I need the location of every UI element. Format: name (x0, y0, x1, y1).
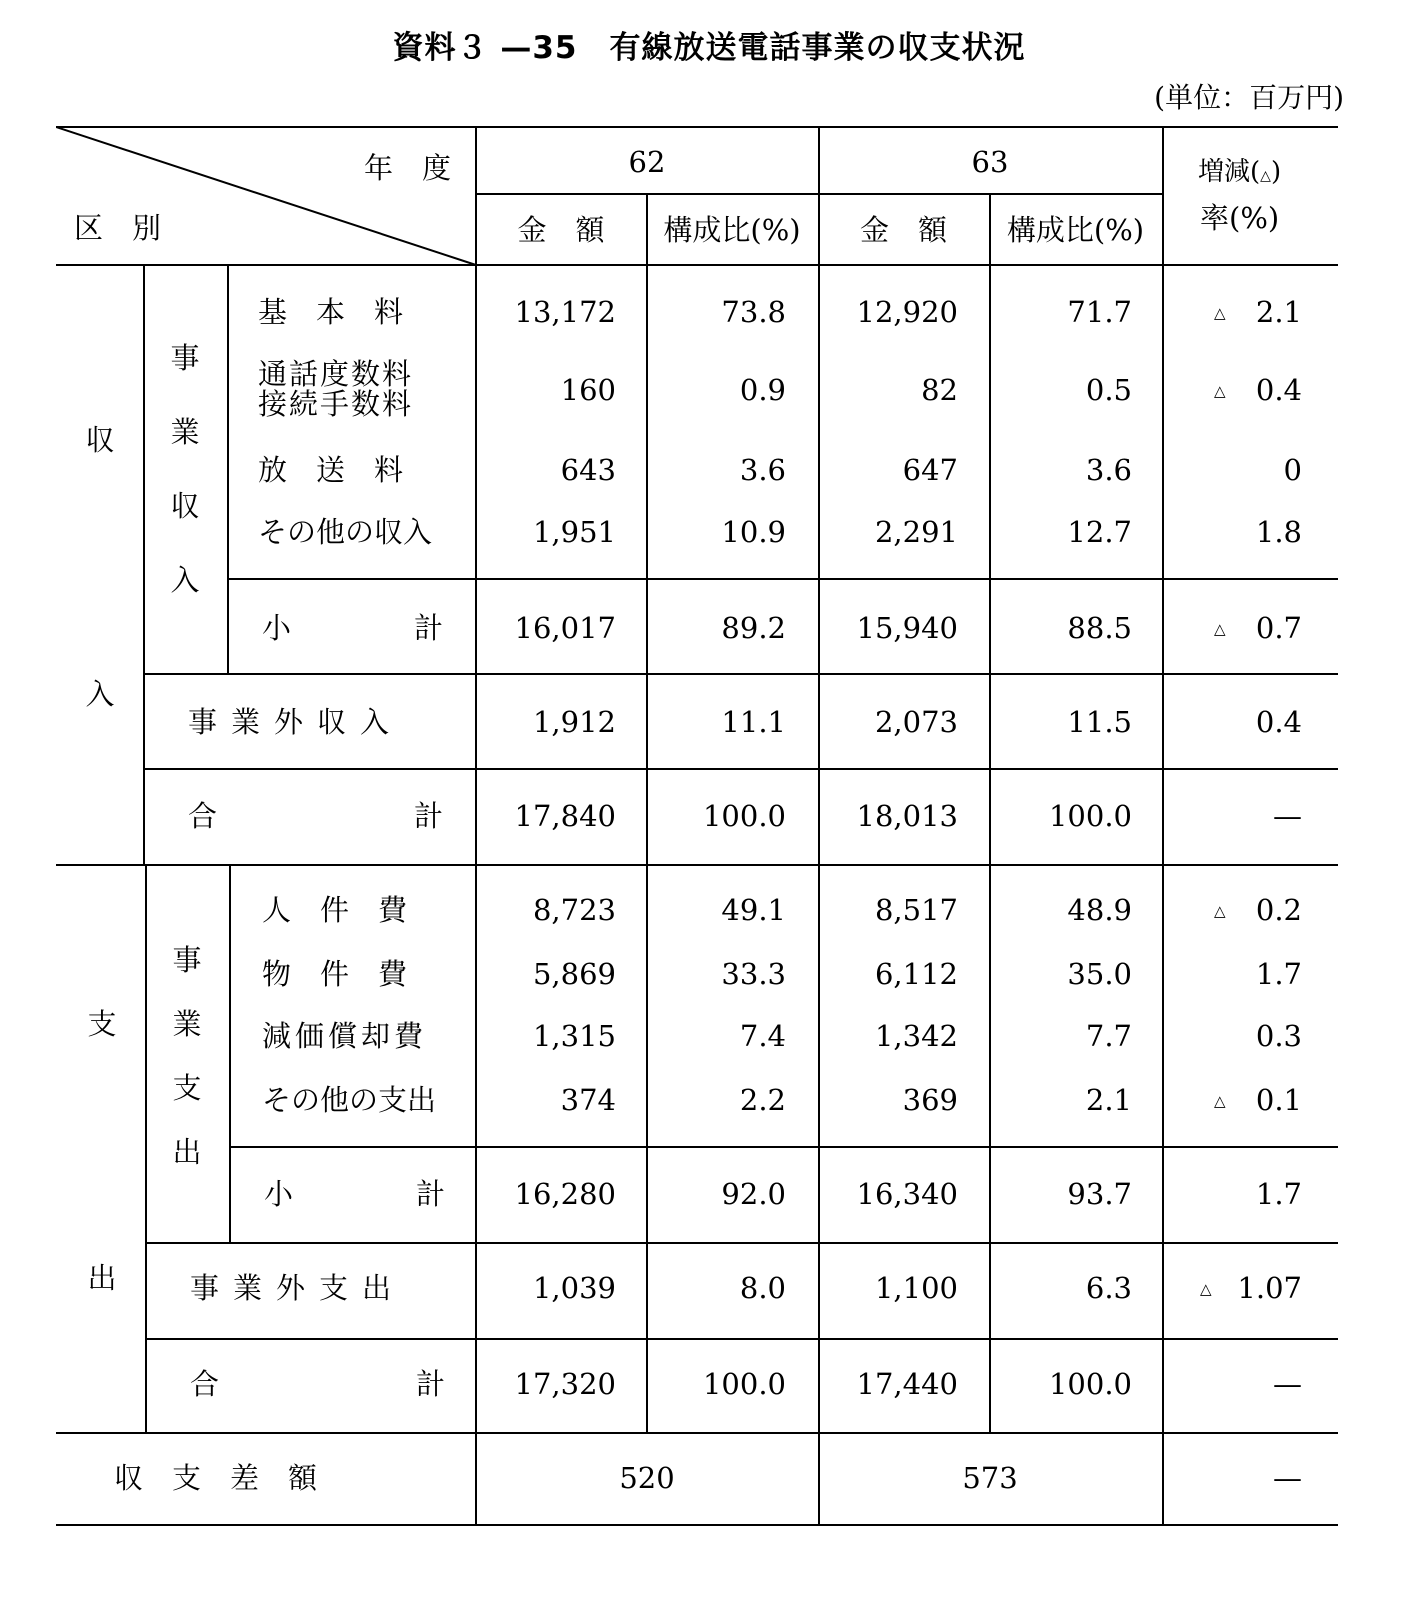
ratio-62-cell: 100.0 (702, 1367, 786, 1401)
row-label: 放 送 料 (258, 453, 404, 487)
change-cell: 0.3 (1255, 1019, 1302, 1053)
ratio-63-cell: 88.5 (1067, 611, 1132, 645)
row-label-right: 計 (416, 1177, 446, 1211)
year-header-label: 年 度 (364, 151, 452, 185)
amount-63-cell: 15,940 (856, 611, 958, 645)
amount-63-cell: 369 (902, 1083, 958, 1117)
row-label: その他の収入 (258, 515, 433, 549)
negative-triangle-icon: △ (1214, 902, 1226, 920)
amount-63-cell: 2,073 (874, 705, 958, 739)
amount-62-cell: 160 (560, 373, 616, 407)
amount-63-cell: 16,340 (856, 1177, 958, 1211)
row-label-left: 合 (190, 1367, 220, 1401)
amount-62-cell: 5,869 (532, 957, 616, 991)
change-cell: — (1273, 1367, 1302, 1401)
income-op-label-4: 入 (170, 563, 200, 597)
amount-63-cell: 17,440 (856, 1367, 958, 1401)
change-cell: 0.2 (1255, 893, 1302, 927)
row-label: 事業外収入 (188, 705, 404, 739)
ratio-63-cell: 7.7 (1085, 1019, 1132, 1053)
change-cell: 0.7 (1255, 611, 1302, 645)
category-header-label: 区 別 (74, 211, 162, 245)
amount-62-cell: 16,017 (514, 611, 616, 645)
change-cell: 0.1 (1255, 1083, 1302, 1117)
amount-63-cell: 1,342 (874, 1019, 958, 1053)
row-label-left: 合 (188, 799, 218, 833)
balance-label: 収 支 差 額 (114, 1461, 318, 1495)
row-label-left: 小 (262, 611, 292, 645)
ratio-62-cell: 10.9 (721, 515, 786, 549)
amount-63-cell: 18,013 (856, 799, 958, 833)
ratio-62-cell: 89.2 (721, 611, 786, 645)
income-op-label-1: 事 (170, 341, 200, 375)
change-cell: 0.4 (1255, 373, 1302, 407)
change-cell: — (1273, 799, 1302, 833)
ratio-62-cell: 8.0 (739, 1271, 786, 1305)
ratio-63-cell: 100.0 (1048, 1367, 1132, 1401)
amount-62-cell: 643 (560, 453, 616, 487)
rule-income-nonop (143, 673, 1338, 675)
ratio-62-cell: 0.9 (739, 373, 786, 407)
ratio-63-cell: 71.7 (1067, 295, 1132, 329)
change-cell: 1.07 (1237, 1271, 1302, 1305)
expense-op-label-2: 業 (172, 1007, 202, 1041)
ratio-63-cell: 100.0 (1048, 799, 1132, 833)
change-cell: 1.7 (1255, 1177, 1302, 1211)
ratio-63-cell: 48.9 (1067, 893, 1132, 927)
income-op-label-2: 業 (170, 415, 200, 449)
change-cell: 1.8 (1255, 515, 1302, 549)
year-62-header: 62 (628, 145, 666, 179)
unit-note: (単位：百万円) (1154, 81, 1344, 114)
row-label: 事業外支出 (190, 1271, 406, 1305)
amount-62-cell: 1,912 (532, 705, 616, 739)
row-label: その他の支出 (262, 1083, 437, 1117)
ratio-62-cell: 73.8 (721, 295, 786, 329)
rule-bottom (56, 1524, 1338, 1526)
ratio-63-cell: 0.5 (1085, 373, 1132, 407)
expense-label-top: 支 (87, 1007, 117, 1041)
amount-63-header: 金 額 (859, 213, 947, 247)
ratio-62-cell: 11.1 (721, 705, 786, 739)
ratio-63-cell: 93.7 (1067, 1177, 1132, 1211)
row-label: 物 件 費 (262, 957, 408, 991)
year-63-header: 63 (971, 145, 1009, 179)
rule-expense-nonop (145, 1242, 1338, 1244)
ratio-62-cell: 2.2 (739, 1083, 786, 1117)
ratio-63-cell: 12.7 (1067, 515, 1132, 549)
ratio-63-cell: 11.5 (1067, 705, 1132, 739)
amount-63-cell: 6,112 (874, 957, 958, 991)
ratio-62-header: 構成比(%) (663, 213, 801, 247)
amount-63-cell: 647 (902, 453, 958, 487)
negative-triangle-icon: △ (1214, 382, 1226, 400)
ratio-63-cell: 6.3 (1085, 1271, 1132, 1305)
income-op-label-3: 収 (170, 489, 200, 523)
ratio-62-cell: 33.3 (721, 957, 786, 991)
header-diagonal (56, 126, 478, 266)
rule-income-subtotal (227, 578, 1338, 580)
row-label-right: 計 (416, 1367, 446, 1401)
row-label-line2: 接続手数料 (258, 387, 414, 421)
expense-op-label-4: 出 (172, 1135, 202, 1169)
amount-62-cell: 17,320 (514, 1367, 616, 1401)
row-label-line1: 通話度数料 (258, 357, 414, 391)
change-header-line1: 増減(△) (1198, 157, 1282, 187)
change-cell: 2.1 (1255, 295, 1302, 329)
row-label: 減価償却費 (262, 1019, 428, 1053)
change-cell: 1.7 (1255, 957, 1302, 991)
row-label: 基 本 料 (258, 295, 404, 329)
negative-triangle-icon: △ (1214, 620, 1226, 638)
balance-change: — (1273, 1461, 1302, 1495)
ratio-62-cell: 100.0 (702, 799, 786, 833)
ratio-63-cell: 35.0 (1067, 957, 1132, 991)
balance-62: 520 (619, 1461, 675, 1495)
rule-expense-subtotal (229, 1146, 1338, 1148)
row-label-right: 計 (414, 799, 444, 833)
amount-62-cell: 13,172 (514, 295, 616, 329)
balance-63: 573 (962, 1461, 1018, 1495)
amount-63-cell: 2,291 (874, 515, 958, 549)
rule-expense-end (56, 1432, 1338, 1434)
expense-inner-line (145, 864, 147, 1434)
expense-op-label-3: 支 (172, 1071, 202, 1105)
amount-63-cell: 1,100 (874, 1271, 958, 1305)
rule-income-total (143, 768, 1338, 770)
amount-62-cell: 1,315 (532, 1019, 616, 1053)
amount-62-header: 金 額 (517, 213, 605, 247)
income-label-bottom: 入 (85, 677, 115, 711)
income-inner-line (143, 264, 145, 866)
ratio-63-cell: 3.6 (1085, 453, 1132, 487)
change-header-line2: 率(%) (1200, 201, 1280, 235)
ratio-63-header: 構成比(%) (1006, 213, 1145, 247)
negative-triangle-icon: △ (1214, 304, 1226, 322)
expense-op-label-1: 事 (172, 943, 202, 977)
amount-62-cell: 16,280 (514, 1177, 616, 1211)
rule-income-end (56, 864, 1338, 866)
row-label-right: 計 (414, 611, 444, 645)
ratio-63-cell: 2.1 (1085, 1083, 1132, 1117)
income-op-line (227, 264, 229, 674)
ratio-62-cell: 3.6 (739, 453, 786, 487)
row-label-left: 小 (264, 1177, 294, 1211)
ratio-62-cell: 49.1 (721, 893, 786, 927)
negative-triangle-icon: △ (1214, 1092, 1226, 1110)
rule-expense-total (145, 1338, 1338, 1340)
ratio-62-cell: 7.4 (739, 1019, 786, 1053)
change-cell: 0.4 (1255, 705, 1302, 739)
amount-63-cell: 8,517 (874, 893, 958, 927)
amount-62-cell: 17,840 (514, 799, 616, 833)
change-cell: 0 (1283, 453, 1302, 487)
document-title: 資料３ —35 有線放送電話事業の収支状況 (392, 30, 1026, 66)
amount-62-cell: 374 (560, 1083, 616, 1117)
negative-triangle-icon: △ (1200, 1280, 1212, 1298)
expense-op-line (229, 864, 231, 1244)
amount-62-cell: 1,951 (532, 515, 616, 549)
expense-label-bottom: 出 (87, 1261, 117, 1295)
amount-63-cell: 82 (921, 373, 958, 407)
amount-63-cell: 12,920 (856, 295, 958, 329)
income-label-top: 収 (85, 423, 115, 457)
ratio-62-cell: 92.0 (721, 1177, 786, 1211)
row-label: 人 件 費 (262, 893, 408, 927)
amount-62-cell: 8,723 (532, 893, 616, 927)
amount-62-cell: 1,039 (532, 1271, 616, 1305)
